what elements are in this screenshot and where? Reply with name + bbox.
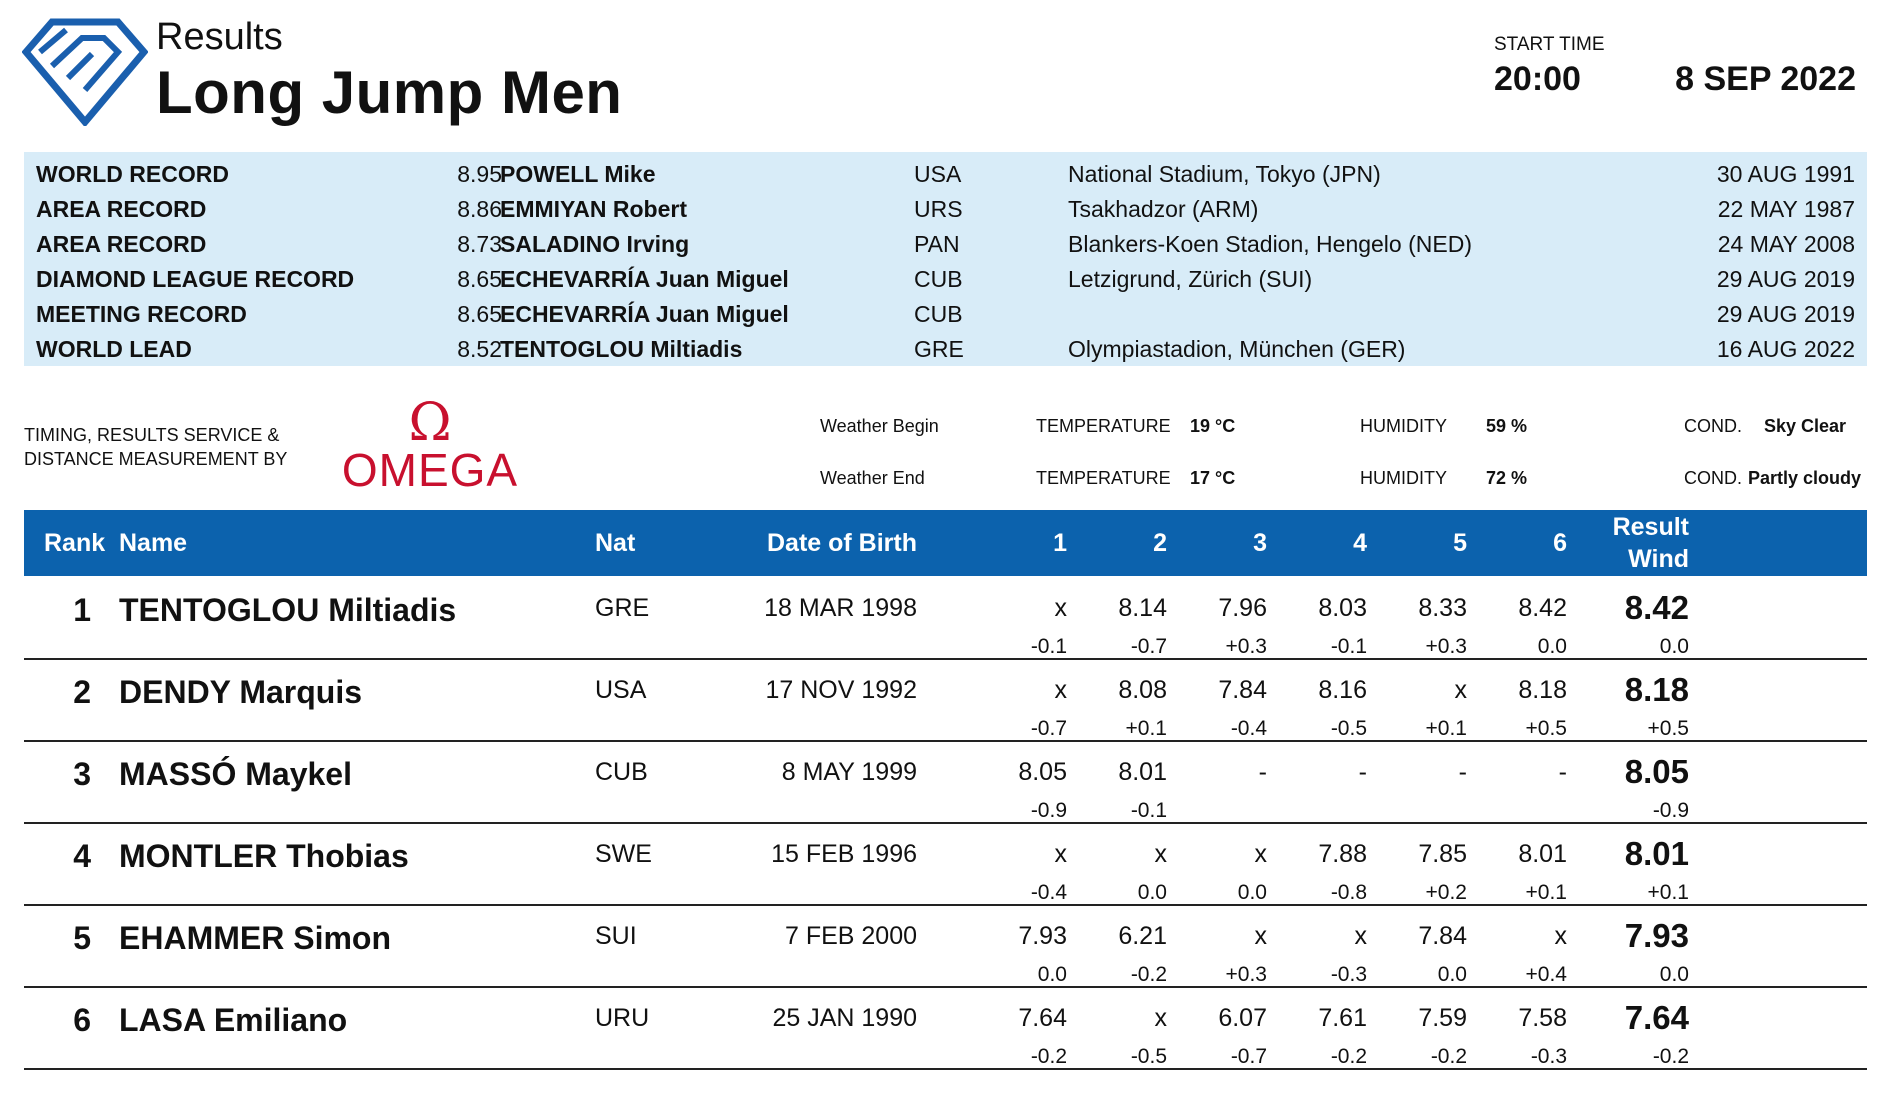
table-row xyxy=(24,988,1867,1070)
weather-begin-cond: Sky Clear xyxy=(1764,416,1847,436)
record-venue: Blankers-Koen Stadion, Hengelo (NED) xyxy=(1068,231,1472,257)
row-attempt-2: 8.08 xyxy=(1118,676,1167,704)
record-nat: USA xyxy=(914,161,962,187)
row-rank: 2 xyxy=(73,674,91,710)
record-nat: CUB xyxy=(914,266,963,292)
table-row xyxy=(24,824,1867,906)
record-row xyxy=(24,331,1867,366)
row-attempt-3: 7.84 xyxy=(1218,676,1267,704)
col-attempt-1: 1 xyxy=(1053,529,1067,557)
weather-begin-label: Weather Begin xyxy=(820,416,939,436)
row-attempt-6: 7.58 xyxy=(1518,1004,1567,1032)
row-attempt-wind-1: 0.0 xyxy=(1037,963,1067,986)
record-type: AREA RECORD xyxy=(36,231,207,257)
row-athlete-name: EHAMMER Simon xyxy=(119,920,391,956)
record-nat: PAN xyxy=(914,231,960,257)
weather-begin-cond-label: COND. xyxy=(1684,416,1742,436)
row-attempt-wind-6: +0.4 xyxy=(1525,963,1567,986)
row-attempt-1: x xyxy=(1054,676,1067,704)
row-attempt-3: x xyxy=(1254,922,1267,950)
row-result: 8.01 xyxy=(1624,835,1689,872)
col-attempt-3: 3 xyxy=(1253,529,1267,557)
table-row xyxy=(24,578,1867,660)
row-result-wind: 0.0 xyxy=(1659,963,1689,986)
row-result-wind: -0.9 xyxy=(1652,799,1689,822)
row-attempt-5: 7.84 xyxy=(1418,922,1467,950)
record-row xyxy=(24,296,1867,331)
record-venue: Letzigrund, Zürich (SUI) xyxy=(1068,266,1313,292)
results-table-header xyxy=(24,510,1867,576)
record-mark: 8.73 xyxy=(457,231,502,257)
row-attempt-3: x xyxy=(1254,840,1267,868)
weather-end-cond-label: COND. xyxy=(1684,468,1742,488)
row-attempt-wind-4: -0.8 xyxy=(1330,881,1367,904)
omega-brand: OMEGA xyxy=(341,444,519,494)
row-attempt-wind-3: -0.7 xyxy=(1230,1045,1267,1068)
record-nat: CUB xyxy=(914,301,963,327)
row-attempt-wind-1: -0.7 xyxy=(1030,717,1067,740)
weather-begin-humidity: 59 % xyxy=(1486,416,1528,436)
row-dob: 8 MAY 1999 xyxy=(781,758,917,786)
col-attempt-2: 2 xyxy=(1153,529,1167,557)
row-attempt-wind-3: -0.4 xyxy=(1230,717,1267,740)
row-dob: 7 FEB 2000 xyxy=(784,922,917,950)
row-result: 8.05 xyxy=(1624,753,1689,790)
row-attempt-3: - xyxy=(1258,758,1267,786)
col-attempt-5: 5 xyxy=(1453,529,1467,557)
row-attempt-2: x xyxy=(1154,1004,1167,1032)
row-dob: 18 MAR 1998 xyxy=(764,594,917,622)
row-athlete-name: DENDY Marquis xyxy=(119,674,363,710)
record-row xyxy=(24,226,1867,261)
row-rank: 1 xyxy=(73,592,91,628)
row-attempt-wind-1: -0.1 xyxy=(1030,635,1067,658)
row-attempt-5: 7.59 xyxy=(1418,1004,1467,1032)
row-athlete-name: MONTLER Thobias xyxy=(119,838,409,874)
record-date: 29 AUG 2019 xyxy=(1716,266,1855,292)
row-result: 7.64 xyxy=(1624,999,1689,1036)
record-row xyxy=(24,191,1867,226)
row-attempt-3: 6.07 xyxy=(1218,1004,1267,1032)
weather-end-humidity: 72 % xyxy=(1486,468,1528,488)
col-wind: Wind xyxy=(1628,545,1689,573)
records-panel xyxy=(24,152,1867,366)
timing-weather-block xyxy=(24,396,1867,506)
timing-credit-line2: DISTANCE MEASUREMENT BY xyxy=(24,449,288,469)
row-attempt-wind-2: -0.7 xyxy=(1130,635,1167,658)
row-attempt-wind-4: -0.2 xyxy=(1330,1045,1367,1068)
row-nat: GRE xyxy=(595,594,650,622)
weather-end-cond: Partly cloudy xyxy=(1748,468,1862,488)
weather-end-label: Weather End xyxy=(820,468,925,488)
row-attempt-wind-6: +0.5 xyxy=(1525,717,1567,740)
record-mark: 8.65 xyxy=(457,266,502,292)
row-attempt-4: x xyxy=(1354,922,1367,950)
row-attempt-wind-4: -0.5 xyxy=(1330,717,1367,740)
col-rank: Rank xyxy=(44,529,106,557)
record-date: 30 AUG 1991 xyxy=(1716,161,1855,187)
row-athlete-name: MASSÓ Maykel xyxy=(119,756,352,792)
svg-text:Ω: Ω xyxy=(408,398,452,453)
row-result-wind: +0.5 xyxy=(1647,717,1689,740)
record-row xyxy=(24,261,1867,296)
row-result: 8.42 xyxy=(1624,589,1689,626)
row-attempt-wind-1: -0.9 xyxy=(1030,799,1067,822)
record-holder: POWELL Mike xyxy=(500,161,656,187)
record-type: WORLD RECORD xyxy=(36,161,229,187)
row-attempt-wind-5: +0.1 xyxy=(1425,717,1467,740)
row-attempt-4: - xyxy=(1358,758,1367,786)
row-athlete-name: TENTOGLOU Miltiadis xyxy=(119,592,457,628)
record-date: 22 MAY 1987 xyxy=(1717,196,1855,222)
row-attempt-wind-4: -0.3 xyxy=(1330,963,1367,986)
row-attempt-wind-6: +0.1 xyxy=(1525,881,1567,904)
row-result-wind: +0.1 xyxy=(1647,881,1689,904)
record-date: 16 AUG 2022 xyxy=(1716,336,1855,362)
record-mark: 8.52 xyxy=(457,336,502,362)
timing-credit xyxy=(24,423,287,471)
row-attempt-4: 7.61 xyxy=(1318,1004,1367,1032)
row-attempt-5: 7.85 xyxy=(1418,840,1467,868)
row-attempt-wind-2: -0.5 xyxy=(1130,1045,1167,1068)
diamond-league-logo-icon xyxy=(22,18,148,126)
start-time-label: START TIME xyxy=(1494,34,1605,55)
col-name: Name xyxy=(119,529,188,557)
weather-begin-temp: 19 °C xyxy=(1190,416,1236,436)
row-attempt-1: 7.64 xyxy=(1018,1004,1067,1032)
row-nat: URU xyxy=(595,1004,650,1032)
row-result-wind: -0.2 xyxy=(1652,1045,1689,1068)
results-label: Results xyxy=(156,16,283,58)
record-venue: Olympiastadion, München (GER) xyxy=(1068,336,1406,362)
row-attempt-1: x xyxy=(1054,594,1067,622)
row-attempt-4: 8.16 xyxy=(1318,676,1367,704)
record-type: DIAMOND LEAGUE RECORD xyxy=(36,266,355,292)
weather-end-humidity-label: HUMIDITY xyxy=(1360,468,1447,488)
row-attempt-wind-6: 0.0 xyxy=(1537,635,1567,658)
record-venue: National Stadium, Tokyo (JPN) xyxy=(1068,161,1381,187)
row-rank: 4 xyxy=(73,838,91,874)
row-attempt-3: 7.96 xyxy=(1218,594,1267,622)
record-type: MEETING RECORD xyxy=(36,301,247,327)
record-mark: 8.65 xyxy=(457,301,502,327)
row-attempt-2: x xyxy=(1154,840,1167,868)
row-attempt-1: x xyxy=(1054,840,1067,868)
record-holder: EMMIYAN Robert xyxy=(500,196,687,222)
weather-end-temp-label: TEMPERATURE xyxy=(1036,468,1171,488)
row-attempt-6: 8.42 xyxy=(1518,594,1567,622)
row-attempt-wind-5: +0.2 xyxy=(1425,881,1467,904)
col-attempt-4: 4 xyxy=(1353,529,1367,557)
row-nat: SUI xyxy=(595,922,637,950)
record-type: AREA RECORD xyxy=(36,196,207,222)
record-date: 29 AUG 2019 xyxy=(1716,301,1855,327)
row-attempt-wind-3: +0.3 xyxy=(1225,635,1267,658)
row-attempt-wind-1: -0.4 xyxy=(1030,881,1067,904)
table-row xyxy=(24,660,1867,742)
col-result: Result xyxy=(1612,513,1689,541)
row-attempt-wind-3: +0.3 xyxy=(1225,963,1267,986)
row-result: 8.18 xyxy=(1624,671,1689,708)
record-holder: SALADINO Irving xyxy=(500,231,690,257)
row-attempt-1: 8.05 xyxy=(1018,758,1067,786)
row-dob: 15 FEB 1996 xyxy=(771,840,917,868)
row-attempt-wind-5: -0.2 xyxy=(1430,1045,1467,1068)
event-date: 8 SEP 2022 xyxy=(1675,60,1856,98)
row-nat: SWE xyxy=(595,840,652,868)
row-attempt-1: 7.93 xyxy=(1018,922,1067,950)
table-row xyxy=(24,742,1867,824)
row-attempt-wind-5: +0.3 xyxy=(1425,635,1467,658)
row-athlete-name: LASA Emiliano xyxy=(119,1002,348,1038)
row-attempt-4: 8.03 xyxy=(1318,594,1367,622)
start-time: 20:00 xyxy=(1494,60,1581,98)
weather-begin-temp-label: TEMPERATURE xyxy=(1036,416,1171,436)
col-attempt-6: 6 xyxy=(1553,529,1567,557)
row-attempt-6: 8.01 xyxy=(1518,840,1567,868)
row-nat: CUB xyxy=(595,758,648,786)
row-nat: USA xyxy=(595,676,647,704)
timing-credit-line1: TIMING, RESULTS SERVICE & xyxy=(24,425,280,445)
row-dob: 25 JAN 1990 xyxy=(772,1004,917,1032)
row-attempt-2: 8.14 xyxy=(1118,594,1167,622)
record-nat: GRE xyxy=(914,336,964,362)
row-attempt-6: 8.18 xyxy=(1518,676,1567,704)
table-row xyxy=(24,906,1867,988)
row-attempt-6: x xyxy=(1554,922,1567,950)
record-nat: URS xyxy=(914,196,963,222)
weather-begin-humidity-label: HUMIDITY xyxy=(1360,416,1447,436)
row-attempt-wind-2: 0.0 xyxy=(1137,881,1167,904)
col-dob: Date of Birth xyxy=(767,529,917,557)
row-attempt-wind-2: -0.1 xyxy=(1130,799,1167,822)
row-attempt-wind-2: -0.2 xyxy=(1130,963,1167,986)
row-attempt-5: - xyxy=(1458,758,1467,786)
weather-end-temp: 17 °C xyxy=(1190,468,1236,488)
col-nat: Nat xyxy=(595,529,636,557)
record-date: 24 MAY 2008 xyxy=(1717,231,1855,257)
row-attempt-wind-1: -0.2 xyxy=(1030,1045,1067,1068)
event-title: Long Jump Men xyxy=(156,59,623,126)
record-row xyxy=(24,156,1867,191)
row-attempt-6: - xyxy=(1558,758,1567,786)
row-rank: 3 xyxy=(73,756,91,792)
row-attempt-wind-2: +0.1 xyxy=(1125,717,1167,740)
row-attempt-wind-3: 0.0 xyxy=(1237,881,1267,904)
record-holder: ECHEVARRÍA Juan Miguel xyxy=(500,266,789,292)
row-attempt-4: 7.88 xyxy=(1318,840,1367,868)
omega-logo-icon xyxy=(330,398,530,494)
record-venue: Tsakhadzor (ARM) xyxy=(1068,196,1259,222)
record-type: WORLD LEAD xyxy=(36,336,192,362)
row-attempt-5: 8.33 xyxy=(1418,594,1467,622)
row-dob: 17 NOV 1992 xyxy=(765,676,917,704)
row-attempt-wind-6: -0.3 xyxy=(1530,1045,1567,1068)
row-attempt-wind-4: -0.1 xyxy=(1330,635,1367,658)
row-rank: 6 xyxy=(73,1002,91,1038)
record-mark: 8.95 xyxy=(457,161,502,187)
row-rank: 5 xyxy=(73,920,91,956)
record-holder: TENTOGLOU Miltiadis xyxy=(500,336,743,362)
row-result-wind: 0.0 xyxy=(1659,635,1689,658)
row-attempt-wind-5: 0.0 xyxy=(1437,963,1467,986)
record-holder: ECHEVARRÍA Juan Miguel xyxy=(500,301,789,327)
row-attempt-2: 6.21 xyxy=(1118,922,1167,950)
row-result: 7.93 xyxy=(1624,917,1689,954)
record-mark: 8.86 xyxy=(457,196,502,222)
row-attempt-2: 8.01 xyxy=(1118,758,1167,786)
row-attempt-5: x xyxy=(1454,676,1467,704)
results-header xyxy=(0,0,1892,150)
